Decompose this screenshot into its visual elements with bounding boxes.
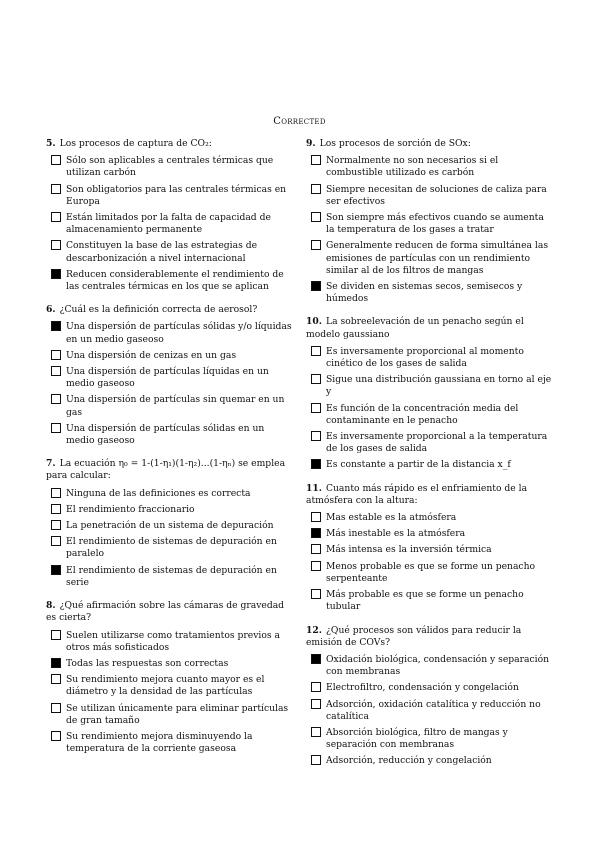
question-text: Los procesos de sorción de SOx:: [319, 138, 471, 149]
question-block: [306, 483, 552, 614]
option-label: Su rendimiento mejora disminuyendo la temperatura de la corriente gaseosa: [66, 730, 253, 755]
answer-option[interactable]: [306, 561, 552, 585]
checked-checkbox[interactable]: [311, 528, 321, 538]
answer-option[interactable]: [46, 703, 292, 727]
question-number: 5.: [46, 138, 56, 149]
unchecked-checkbox[interactable]: [311, 374, 321, 384]
left-column: [46, 138, 292, 766]
question-block: [306, 625, 552, 768]
option-label: Más intensa es la inversión térmica: [326, 544, 492, 556]
option-label: Constituyen la base de las estrategias de descarbonización a nivel internacional: [66, 240, 258, 264]
unchecked-checkbox[interactable]: [311, 431, 321, 441]
unchecked-checkbox[interactable]: [51, 536, 61, 546]
answer-option[interactable]: [306, 459, 552, 471]
answer-option[interactable]: [306, 374, 552, 398]
checked-checkbox[interactable]: [51, 269, 61, 279]
answer-option[interactable]: [46, 488, 292, 500]
answer-option[interactable]: [46, 155, 292, 179]
answer-option[interactable]: [46, 565, 292, 589]
checked-checkbox[interactable]: [51, 565, 61, 575]
unchecked-checkbox[interactable]: [311, 699, 321, 709]
answer-option[interactable]: [306, 155, 552, 179]
option-label: Más probable es que se forme un penacho tubular: [326, 589, 524, 613]
answer-option[interactable]: [46, 658, 292, 670]
question-title: [306, 625, 552, 649]
unchecked-checkbox[interactable]: [51, 366, 61, 376]
question-title: [46, 304, 292, 316]
checked-checkbox[interactable]: [311, 459, 321, 469]
answer-option[interactable]: [46, 240, 292, 264]
unchecked-checkbox[interactable]: [311, 403, 321, 413]
question-number: 12.: [306, 624, 322, 636]
question-text: La ecuación η₀ = 1-(1-η₁)(1-η₂)...(1-ηₙ) se emplea para calcular:: [46, 458, 286, 482]
option-label: Sigue una distribución gaussiana en torno al eje y: [326, 374, 552, 398]
question-text: ¿Qué afirmación sobre las cámaras de gravedad es cierta?: [46, 600, 285, 624]
question-number: 9.: [306, 138, 316, 149]
unchecked-checkbox[interactable]: [51, 674, 61, 684]
option-label: Una dispersión de cenizas en un gas: [66, 349, 237, 361]
answer-option[interactable]: [306, 512, 552, 524]
question-title: [46, 138, 292, 150]
answer-option[interactable]: [306, 699, 552, 723]
answer-option[interactable]: [306, 281, 552, 305]
unchecked-checkbox[interactable]: [51, 504, 61, 514]
right-column: [306, 138, 552, 779]
unchecked-checkbox[interactable]: [51, 488, 61, 498]
answer-option[interactable]: [306, 403, 552, 427]
question-number: 10.: [306, 316, 322, 328]
option-label: Son siempre más efectivos cuando se aumenta la temperatura de los gases a tratar: [326, 212, 544, 236]
answer-option[interactable]: [46, 504, 292, 516]
answer-option[interactable]: [46, 321, 292, 345]
question-number: 6.: [46, 304, 56, 316]
unchecked-checkbox[interactable]: [51, 155, 61, 165]
question-block: [46, 600, 292, 755]
unchecked-checkbox[interactable]: [311, 544, 321, 554]
option-label: Adsorción, oxidación catalítica y reducción no catalítica: [326, 698, 541, 722]
option-label: Reducen considerablemente el rendimiento de las centrales térmicas en los que se aplican: [66, 268, 284, 293]
option-label: Es inversamente proporcional al momento cinético de los gases de salida: [326, 345, 524, 370]
unchecked-checkbox[interactable]: [51, 212, 61, 222]
option-label: El rendimiento de sistemas de depuración en serie: [66, 564, 277, 588]
answer-option[interactable]: [306, 184, 552, 208]
option-label: El rendimiento fraccionario: [66, 503, 195, 515]
option-label: Menos probable es que se forme un penacho serpenteante: [326, 560, 536, 584]
option-label: Una dispersión de partículas sólidas en un medio gaseoso: [66, 422, 265, 447]
option-label: Están limitados por la falta de capacidad de almacenamiento permanente: [66, 212, 271, 236]
option-label: Son obligatorios para las centrales térmicas en Europa: [66, 183, 287, 207]
answer-option[interactable]: [306, 755, 552, 767]
option-label: Oxidación biológica, condensación y separación con membranas: [326, 653, 550, 678]
unchecked-checkbox[interactable]: [311, 727, 321, 737]
question-number: 11.: [306, 482, 322, 494]
option-label: Absorción biológica, filtro de mangas y separación con membranas: [326, 726, 508, 751]
answer-option[interactable]: [306, 431, 552, 455]
option-label: Es función de la concentración media del contaminante en le penacho: [326, 402, 519, 426]
answer-option[interactable]: [46, 423, 292, 447]
option-label: Mas estable es la atmósfera: [326, 512, 457, 524]
option-label: Electrofiltro, condensación y congelación: [326, 682, 519, 694]
question-block: [46, 304, 292, 447]
answer-option[interactable]: [46, 269, 292, 293]
option-label: Más inestable es la atmósfera: [326, 528, 466, 540]
option-label: Es inversamente proporcional a la temperatura de los gases de salida: [326, 431, 548, 455]
answer-option[interactable]: [306, 346, 552, 370]
question-text: Cuanto más rápido es el enfriamiento de la atmósfera con la altura:: [306, 482, 528, 506]
option-label: Adsorción, reducción y congelación: [326, 755, 492, 767]
option-label: Suelen utilizarse como tratamientos previos a otros más sofisticados: [66, 629, 280, 653]
answer-option[interactable]: [306, 682, 552, 694]
answer-option[interactable]: [46, 731, 292, 755]
option-label: Se dividen en sistemas secos, semisecos y húmedos: [326, 281, 523, 305]
option-label: La penetración de un sistema de depuración: [66, 520, 274, 532]
answer-option[interactable]: [46, 536, 292, 560]
unchecked-checkbox[interactable]: [311, 212, 321, 222]
unchecked-checkbox[interactable]: [51, 350, 61, 360]
unchecked-checkbox[interactable]: [51, 240, 61, 250]
answer-option[interactable]: [46, 630, 292, 654]
option-label: Normalmente no son necesarios si el combustible utilizado es carbón: [326, 155, 499, 179]
checked-checkbox[interactable]: [311, 654, 321, 664]
unchecked-checkbox[interactable]: [311, 512, 321, 522]
option-label: Es constante a partir de la distancia x_f: [326, 459, 511, 471]
question-block: [306, 138, 552, 305]
answer-option[interactable]: [306, 544, 552, 556]
option-label: Su rendimiento mejora cuanto mayor es el diámetro y la densidad de las partículas: [66, 674, 265, 698]
unchecked-checkbox[interactable]: [311, 155, 321, 165]
answer-option[interactable]: [46, 674, 292, 698]
unchecked-checkbox[interactable]: [51, 731, 61, 741]
question-block: [46, 458, 292, 589]
answer-option[interactable]: [306, 654, 552, 678]
unchecked-checkbox[interactable]: [51, 184, 61, 194]
option-label: Generalmente reducen de forma simultánea las emisiones de partículas con un rendimiento similar al de los filtros de mangas: [326, 240, 549, 276]
question-title: [306, 316, 552, 340]
option-label: El rendimiento de sistemas de depuración en paralelo: [66, 536, 277, 560]
page-header: Corrected: [273, 116, 326, 127]
answer-option[interactable]: [306, 727, 552, 751]
question-text: ¿Cuál es la definición correcta de aerosol?: [59, 304, 258, 316]
question-title: [46, 458, 292, 482]
unchecked-checkbox[interactable]: [51, 630, 61, 640]
answer-option[interactable]: [306, 589, 552, 613]
checked-checkbox[interactable]: [51, 658, 61, 668]
question-number: 7.: [46, 458, 56, 470]
answer-option[interactable]: [46, 394, 292, 418]
option-label: Ninguna de las definiciones es correcta: [66, 487, 251, 499]
answer-option[interactable]: [46, 520, 292, 532]
option-label: Se utilizan únicamente para eliminar partículas de gran tamaño: [66, 702, 289, 726]
unchecked-checkbox[interactable]: [311, 184, 321, 194]
question-title: [46, 600, 292, 624]
option-label: Siempre necesitan de soluciones de caliza para ser efectivos: [326, 183, 547, 207]
question-number: 8.: [46, 600, 56, 612]
option-label: Una dispersión de partículas líquidas en un medio gaseoso: [66, 366, 269, 390]
question-text: ¿Qué procesos son válidos para reducir la emisión de COVs?: [306, 624, 522, 648]
unchecked-checkbox[interactable]: [51, 703, 61, 713]
answer-option[interactable]: [46, 212, 292, 236]
option-label: Sólo son aplicables a centrales térmicas que utilizan carbón: [66, 155, 274, 179]
answer-option[interactable]: [306, 240, 552, 277]
answer-option[interactable]: [46, 366, 292, 390]
unchecked-checkbox[interactable]: [311, 682, 321, 692]
unchecked-checkbox[interactable]: [311, 240, 321, 250]
question-text: Los procesos de captura de CO₂:: [59, 138, 212, 149]
answer-option[interactable]: [306, 528, 552, 540]
unchecked-checkbox[interactable]: [311, 589, 321, 599]
question-title: [306, 138, 552, 150]
unchecked-checkbox[interactable]: [311, 755, 321, 765]
option-label: Una dispersión de partículas sin quemar en un gas: [66, 394, 285, 418]
answer-option[interactable]: [306, 212, 552, 236]
question-block: [46, 138, 292, 293]
question-title: [306, 483, 552, 507]
unchecked-checkbox[interactable]: [311, 561, 321, 571]
option-label: Todas las respuestas son correctas: [66, 657, 229, 669]
checked-checkbox[interactable]: [311, 281, 321, 291]
question-block: [306, 316, 552, 471]
answer-option[interactable]: [46, 350, 292, 362]
checked-checkbox[interactable]: [51, 321, 61, 331]
option-label: Una dispersión de partículas sólidas y/o líquidas en un medio gaseoso: [66, 321, 292, 345]
answer-option[interactable]: [46, 184, 292, 208]
unchecked-checkbox[interactable]: [51, 520, 61, 530]
unchecked-checkbox[interactable]: [51, 423, 61, 433]
unchecked-checkbox[interactable]: [311, 346, 321, 356]
question-text: La sobreelevación de un penacho según el modelo gaussiano: [306, 316, 524, 340]
unchecked-checkbox[interactable]: [51, 394, 61, 404]
